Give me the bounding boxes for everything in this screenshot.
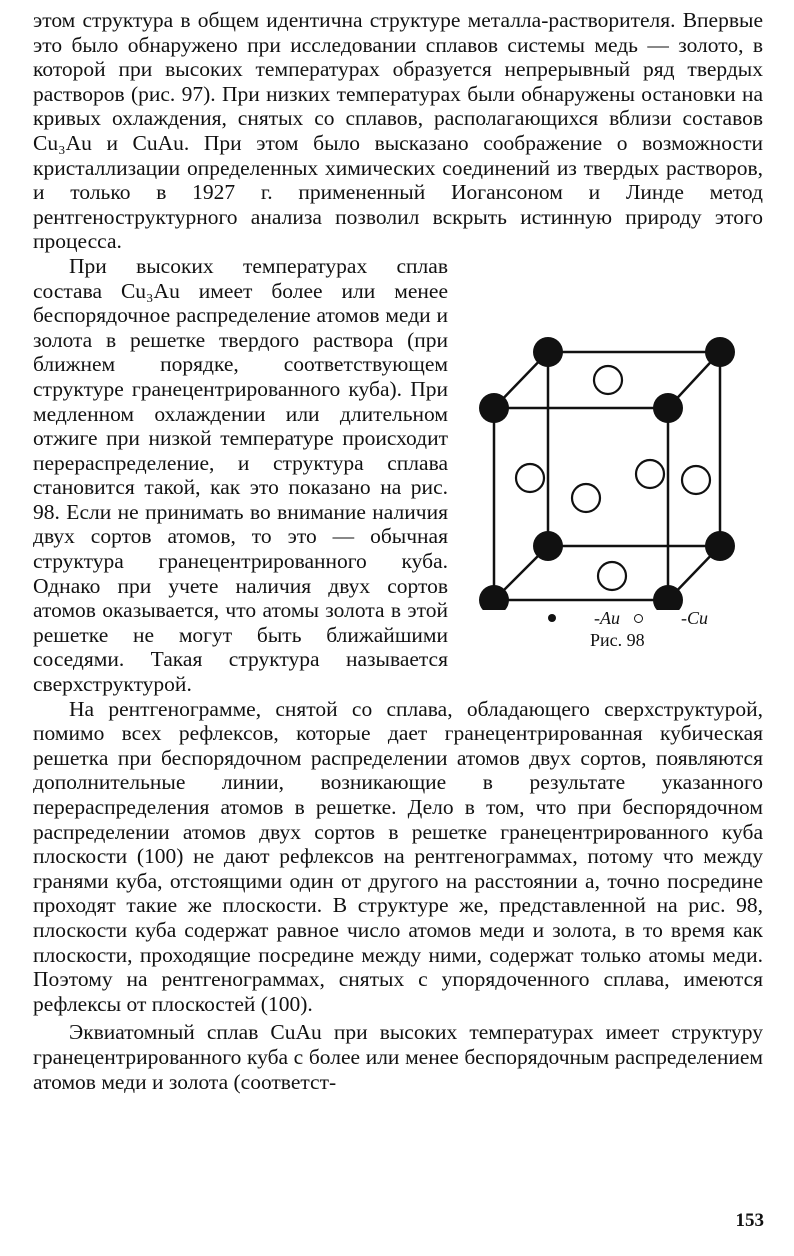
cube-lattice-diagram <box>458 330 763 610</box>
paragraph-4: Эквиатомный сплав CuAu при высоких температурах имеет структуру гранецентрированного куба с более или менее беспорядочным распределением атомов меди и золота (соответст- <box>33 1020 763 1094</box>
legend-cu-label: -Cu <box>681 607 708 628</box>
cu-atom-icon <box>634 614 643 623</box>
paragraph-3: На рентгенограмме, снятой со сплава, обладающего сверхструктурой, помимо всех рефлексов, которые дает гранецентрированная кубическая решетка при беспорядочном распределении атомов двух сортов, появляются дополнительные линии, возникающие в результате указанного перераспределения атомов в решетке. Дело в том, что при беспорядочном распределении атомов двух сортов в решетке гранецентрированного куба плоскости (100) не дают рефлексов на рентгенограммах, потому что между гранями куба, отстоящими один от другого на расстоянии a, точно посредине проходят такие же плоскости. В структуре же, представленной на рис. 98, плоскости куба содержат равное число атомов меди и золота, в то время как плоскости, проходящие посредине между ними, содержат только атомы меди. Поэтому на рентгенограммах, снятых с упорядоченного сплава, имеются рефлексы от плоскостей (100). <box>33 696 763 1016</box>
paragraph-2: При высоких температурах сплав состава Cu₃Au имеет более или менее беспорядочное распределение атомов меди и золота в решетке твердого раствора (при ближнем порядке, соответствующем структуре гранецентрированного куба). При медленном охлаждении или длительном отжиге при низкой температуре происходит перераспределение, и структура сплава становится такой, как это показано на рис. 98. Если не принимать во внимание наличия двух сортов атомов, то это — обычная структура гранецентрированного куба. Однако при учете наличия двух сортов атомов оказывается, что атомы золота в этой решетке не могут быть ближайшими соседями. Такая структура называется сверхструктурой. <box>33 253 448 697</box>
paragraph-2-block <box>33 254 763 697</box>
legend-au-label: -Au <box>594 607 620 628</box>
legend-cu <box>634 606 708 631</box>
legend-au <box>548 606 620 631</box>
paragraph-1: этом структура в общем идентична структуре металла-растворителя. Впервые это было обнаружено при исследовании сплавов системы медь — золото, в которой при высоких температурах образуется непрерывный ряд твердых растворов (рис. 97). При низких температурах были обнаружены остановки на кривых охлаждения, снятых со сплавов, располагающихся вблизи составов Cu₃Au и CuAu. При этом было высказано соображение о возможности кристаллизации определенных химических соединений из твердых растворов, и только в 1927 г. примененный Иогансоном и Линде метод рентгеноструктурного анализа позволил вскрыть истинную природу этого процесса. <box>33 8 763 254</box>
paragraph-2-start <box>33 254 763 697</box>
figure-legend <box>548 606 708 631</box>
au-atom-icon <box>548 614 556 622</box>
figure-caption: Рис. 98 <box>590 629 645 650</box>
page-content <box>33 8 763 1094</box>
page-number: 153 <box>735 1210 764 1231</box>
figure-98 <box>458 330 763 675</box>
